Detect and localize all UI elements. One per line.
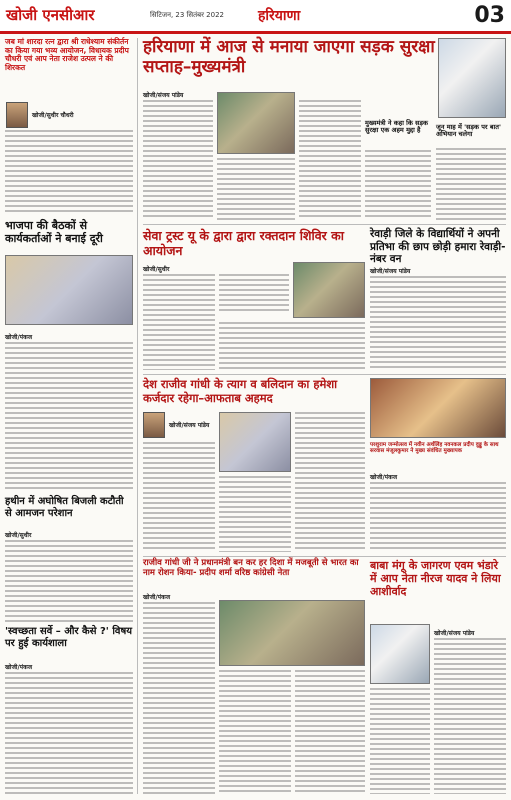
blood-headline: सेवा ट्रस्ट यू के द्वारा द्वारा रक्तदान शिविर का आयोजन <box>143 228 344 258</box>
main-body-col4 <box>365 150 431 220</box>
discussion-story <box>5 626 133 649</box>
rajiv-day-byline: खोजी/पंकज <box>143 594 171 601</box>
lead-left-byline: खोजी/सुधीर चौधरी <box>32 112 74 119</box>
rewari-byline: खोजी/संजय पांडेय <box>370 268 411 275</box>
main-headline: हरियाणा में आज से मनाया जाएगा सड़क सुरक्षा सप्ताह–मुख्यमंत्री <box>143 37 435 78</box>
parshuram-headline: परशुराम जन्मोत्सव में नवीन अर्थलिंह नवनकल प्रदीप वुड्डू के साथ सरवास मंजूलकुमार ने मुख्य संवंधित मुख्यापक <box>370 442 499 455</box>
parshuram-photo <box>370 378 506 438</box>
masthead <box>0 0 511 34</box>
section-name: हरियाणा <box>258 8 301 24</box>
reporter-photo <box>143 412 165 438</box>
baba-body-col1 <box>434 638 506 794</box>
rajiv-body-col3 <box>295 412 365 552</box>
lead-left-story <box>5 38 133 73</box>
baba-body-col2 <box>370 688 430 794</box>
baba-event-photo <box>370 624 430 684</box>
lead-left-body <box>5 130 133 215</box>
blood-body-col2 <box>219 274 289 314</box>
rajiv-body-col2 <box>219 476 291 552</box>
road-safety-photo <box>217 92 295 154</box>
blood-byline: खोजी/सुधीर <box>143 266 170 273</box>
bjp-byline: खोजी/पंकज <box>5 334 33 341</box>
rajiv-day-headline: राजीव गांधी जी ने प्रधानमंत्री बन कर हर दिशा में मजबूती से भारत का नाम रोशन किया- प्रदीप शर्मा वरिष्ठ कांग्रेसी नेता <box>143 558 359 578</box>
subhead-1: मुख्यमंत्री ने कहा कि सड़क सुरक्षा एक अहम मुद्दा है <box>365 119 428 135</box>
subhead-2: जून माह में 'सड़क पर बात' अभियान चलेगा <box>436 123 501 139</box>
rajiv-day-body-col3 <box>295 670 365 794</box>
main-body-col2 <box>217 158 295 220</box>
rajiv-byline: खोजी/संजय पांडेय <box>169 422 210 429</box>
blood-camp-photo <box>293 262 365 318</box>
rajiv-event-photo <box>219 412 291 472</box>
issue-date: सिटिजन, 23 सितंबर 2022 <box>150 11 224 19</box>
main-body-col3 <box>299 100 361 220</box>
rajiv-day-body-col1 <box>143 602 215 794</box>
page-number: 03 <box>474 3 505 28</box>
rewari-headline: रेवाड़ी जिले के विद्यार्थियों ने अपनी प्रतिभा की छाप छोड़ी हमारा रेवाड़ी-नंबर वन <box>370 228 506 266</box>
electricity-body <box>5 540 133 622</box>
electricity-story <box>5 496 133 519</box>
discussion-body <box>5 672 133 794</box>
electricity-byline: खोजी/सुधीर <box>5 532 32 539</box>
rajiv-day-body-col2 <box>219 670 291 794</box>
reporter-photo <box>6 102 28 128</box>
main-body-col5 <box>436 148 506 220</box>
parshuram-byline: खोजी/पंकज <box>370 474 398 481</box>
electricity-headline: हथीन में अघोषित बिजली कटौती से आमजन परेशान <box>5 496 124 519</box>
rajiv-headline: देश राजीव गांधी के त्याग व बलिदान का हमेशा कर्जदार रहेगा–आफताब अहमद <box>143 377 338 405</box>
rajiv-body-col1 <box>143 442 215 552</box>
rajiv-day-photo <box>219 600 365 666</box>
baba-byline: खोजी/संजय पांडेय <box>434 630 475 637</box>
main-byline: खोजी/संजय पांडेय <box>143 92 184 99</box>
rewari-body <box>370 276 506 370</box>
discussion-headline: 'स्वच्छता सर्वे – और कैसे ?' विषय पर हुई कार्यशाला <box>5 626 133 649</box>
blood-body-col1 <box>143 274 215 370</box>
bjp-body <box>5 342 133 492</box>
section-divider <box>143 224 506 225</box>
column-divider <box>137 38 138 794</box>
lead-left-headline: जब मां शारदा रत्न द्वारा श्री राधेश्याम संकीर्तन का किया गया भव्य आयोजन, विधायक प्रदीप चौधरी एवं आप नेता राजेश उत्पल ने की शिरकत <box>5 37 129 72</box>
parshuram-body <box>370 482 506 552</box>
section-divider <box>143 374 506 375</box>
discussion-byline: खोजी/पंकज <box>5 664 33 671</box>
bjp-headline: भाजपा की बैठकों से कार्यकर्ताओं ने बनाई दूरी <box>5 219 103 245</box>
main-body-col1 <box>143 100 213 220</box>
bjp-story <box>5 220 133 245</box>
newspaper-logo: खोजी एनसीआर <box>6 6 95 24</box>
chief-minister-photo <box>438 38 506 118</box>
section-divider <box>143 556 506 557</box>
baba-headline: बाबा मंगू के जागरण एवम भंडारे में आप नेता नीरज यादव ने लिया आशीर्वाद <box>370 559 501 599</box>
bjp-meeting-photo <box>5 255 133 325</box>
blood-body-col3 <box>219 322 365 370</box>
